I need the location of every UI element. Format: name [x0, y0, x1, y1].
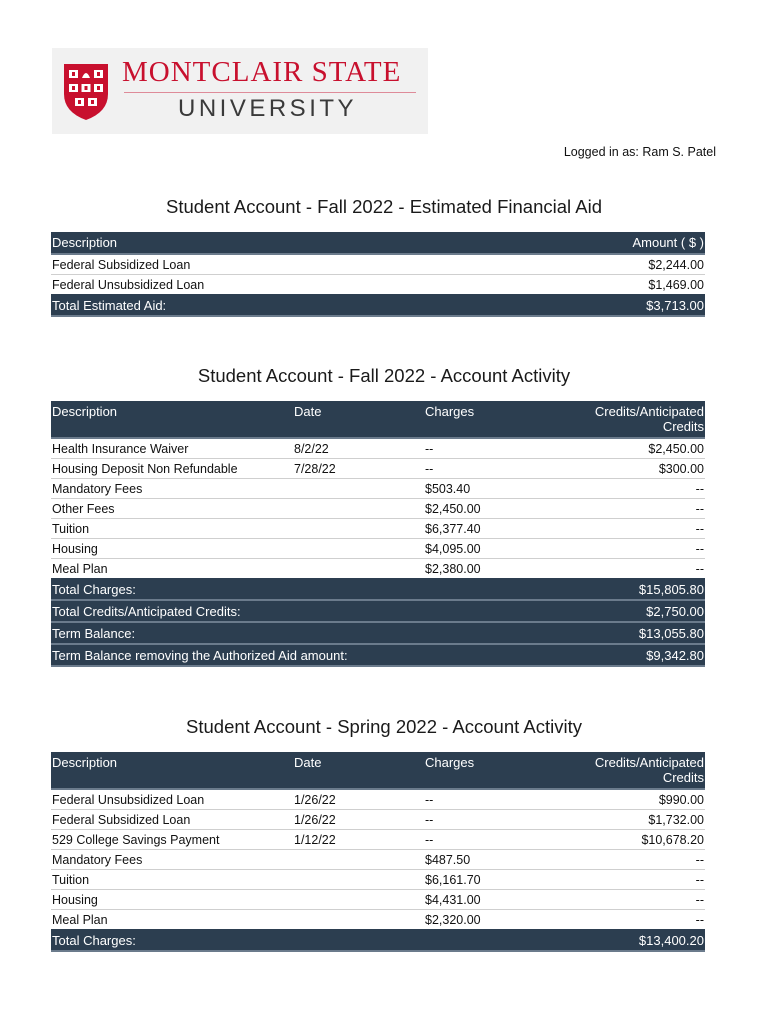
row-date [293, 479, 424, 499]
total-amount: $9,342.80 [555, 644, 705, 666]
row-date [293, 870, 424, 890]
row-charges: $4,095.00 [424, 539, 555, 559]
row-date [293, 910, 424, 930]
row-date [293, 890, 424, 910]
row-credits: -- [555, 519, 705, 539]
aid-row-amount: $1,469.00 [511, 275, 705, 295]
row-date [293, 539, 424, 559]
aid-total-row [51, 295, 705, 317]
total-amount: $15,805.80 [555, 579, 705, 601]
fall-header-date: Date [293, 401, 424, 438]
total-amount: $2,750.00 [555, 600, 705, 622]
row-date [293, 499, 424, 519]
row-credits: -- [555, 559, 705, 579]
row-credits: $990.00 [555, 789, 705, 810]
row-charges: $503.40 [424, 479, 555, 499]
fall-header-row [51, 401, 705, 438]
table-row [51, 830, 705, 850]
logged-in-user: Logged in as: Ram S. Patel [563, 145, 716, 159]
logo-wordmark-top: MONTCLAIR STATE [122, 56, 402, 88]
row-description: Meal Plan [51, 910, 293, 930]
row-credits: $1,732.00 [555, 810, 705, 830]
aid-section-title: Student Account - Fall 2022 - Estimated Financial Aid [165, 196, 602, 217]
aid-total-amount: $3,713.00 [511, 295, 705, 317]
row-description: Other Fees [51, 499, 293, 519]
table-row [51, 559, 705, 579]
row-description: Tuition [51, 870, 293, 890]
row-credits: -- [555, 910, 705, 930]
row-charges: $4,431.00 [424, 890, 555, 910]
table-row [51, 499, 705, 519]
fall-section-title: Student Account - Fall 2022 - Account Activity [197, 365, 571, 386]
row-charges: -- [424, 830, 555, 850]
row-date: 1/26/22 [293, 810, 424, 830]
row-charges: $2,380.00 [424, 559, 555, 579]
aid-row-description: Federal Subsidized Loan [51, 254, 511, 275]
table-row [51, 459, 705, 479]
row-credits: -- [555, 539, 705, 559]
row-credits: $2,450.00 [555, 438, 705, 459]
row-description: Federal Subsidized Loan [51, 810, 293, 830]
row-charges: $6,377.40 [424, 519, 555, 539]
spring-header-row [51, 752, 705, 789]
row-description: Federal Unsubsidized Loan [51, 789, 293, 810]
fall-total-credits-row [51, 600, 705, 622]
table-row [51, 870, 705, 890]
total-label: Term Balance removing the Authorized Aid amount: [51, 644, 555, 666]
table-row [51, 850, 705, 870]
total-amount: $13,400.20 [555, 930, 705, 952]
total-label: Total Credits/Anticipated Credits: [51, 600, 555, 622]
row-credits: -- [555, 870, 705, 890]
university-logo [52, 48, 428, 134]
row-description: Mandatory Fees [51, 850, 293, 870]
table-row [51, 539, 705, 559]
table-row [51, 519, 705, 539]
spring-total-charges-row [51, 930, 705, 952]
fall-balance-after-aid-row [51, 644, 705, 666]
spring-header-description: Description [51, 752, 293, 789]
row-credits: -- [555, 850, 705, 870]
row-charges: -- [424, 810, 555, 830]
fall-header-credits: Credits/Anticipated Credits [555, 401, 705, 438]
spring-header-charges: Charges [424, 752, 555, 789]
row-description: Housing [51, 890, 293, 910]
row-credits: $10,678.20 [555, 830, 705, 850]
row-charges: $487.50 [424, 850, 555, 870]
row-description: Housing [51, 539, 293, 559]
aid-table [51, 232, 705, 317]
spring-header-date: Date [293, 752, 424, 789]
total-amount: $13,055.80 [555, 622, 705, 644]
spring-section-title: Student Account - Spring 2022 - Account Activity [186, 716, 582, 737]
table-row [51, 254, 705, 275]
total-label: Total Charges: [51, 930, 555, 952]
row-date: 1/12/22 [293, 830, 424, 850]
fall-header-description: Description [51, 401, 293, 438]
aid-total-label: Total Estimated Aid: [51, 295, 511, 317]
fall-activity-table [51, 401, 705, 667]
table-row [51, 810, 705, 830]
total-label: Total Charges: [51, 579, 555, 601]
logo-divider [124, 92, 416, 93]
row-date [293, 559, 424, 579]
table-row [51, 438, 705, 459]
row-charges: $2,450.00 [424, 499, 555, 519]
row-charges: -- [424, 459, 555, 479]
aid-header-description: Description [51, 232, 511, 254]
logo-wordmark-bottom: UNIVERSITY [178, 95, 358, 122]
aid-header-row [51, 232, 705, 254]
aid-row-amount: $2,244.00 [511, 254, 705, 275]
row-date [293, 519, 424, 539]
row-date [293, 850, 424, 870]
spring-activity-table [51, 752, 705, 952]
table-row [51, 789, 705, 810]
row-charges: -- [424, 789, 555, 810]
row-charges: -- [424, 438, 555, 459]
shield-crest-icon [61, 60, 111, 122]
spring-header-credits: Credits/Anticipated Credits [555, 752, 705, 789]
table-row [51, 890, 705, 910]
fall-total-charges-row [51, 579, 705, 601]
row-charges: $6,161.70 [424, 870, 555, 890]
row-credits: -- [555, 479, 705, 499]
aid-header-amount: Amount ( $ ) [511, 232, 705, 254]
fall-header-charges: Charges [424, 401, 555, 438]
row-date: 8/2/22 [293, 438, 424, 459]
row-description: Tuition [51, 519, 293, 539]
row-description: Housing Deposit Non Refundable [51, 459, 293, 479]
row-credits: $300.00 [555, 459, 705, 479]
aid-row-description: Federal Unsubsidized Loan [51, 275, 511, 295]
row-description: 529 College Savings Payment [51, 830, 293, 850]
row-credits: -- [555, 499, 705, 519]
row-description: Health Insurance Waiver [51, 438, 293, 459]
row-credits: -- [555, 890, 705, 910]
fall-term-balance-row [51, 622, 705, 644]
table-row [51, 910, 705, 930]
row-date: 1/26/22 [293, 789, 424, 810]
total-label: Term Balance: [51, 622, 555, 644]
row-description: Mandatory Fees [51, 479, 293, 499]
row-date: 7/28/22 [293, 459, 424, 479]
table-row [51, 479, 705, 499]
row-description: Meal Plan [51, 559, 293, 579]
row-charges: $2,320.00 [424, 910, 555, 930]
table-row [51, 275, 705, 295]
